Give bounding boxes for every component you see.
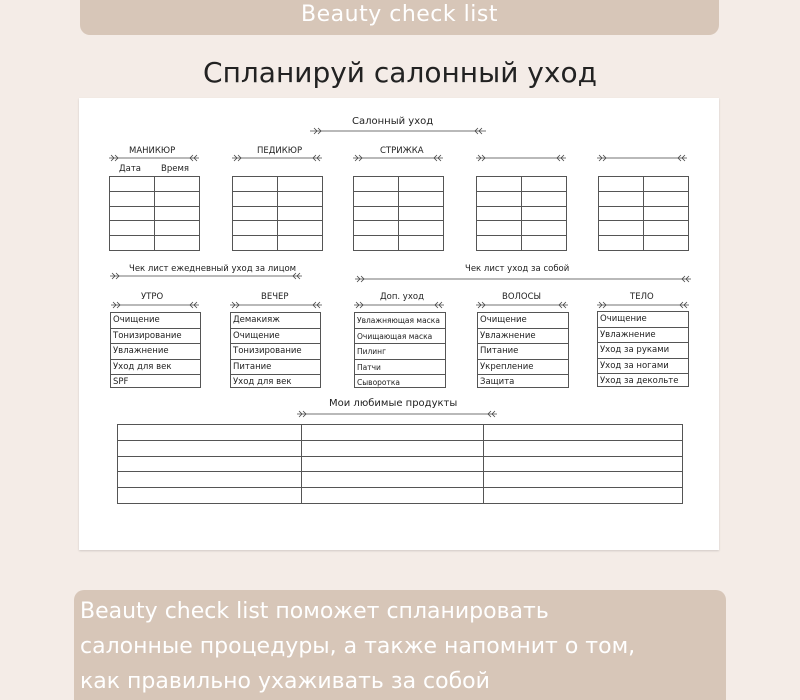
list-arrow [476, 301, 568, 309]
list-item[interactable]: Уход за руками [598, 343, 688, 359]
service-arrow [109, 154, 199, 162]
manicure-time-header: Время [161, 164, 189, 174]
list-item[interactable]: Тонизирование [231, 344, 320, 360]
service-arrow [597, 154, 687, 162]
service-arrow [353, 154, 443, 162]
morning-checklist [110, 312, 201, 388]
list-item[interactable]: Питание [231, 360, 320, 376]
list-arrow [597, 301, 689, 309]
blank-service-table [476, 176, 567, 251]
list-title-morning: УТРО [141, 292, 164, 302]
top-banner [80, 0, 719, 35]
caption-line-3: как правильно ухаживать за собой [80, 669, 490, 694]
checklist-sheet [79, 98, 719, 550]
list-item[interactable]: Очищающая маска [355, 329, 445, 345]
list-item[interactable]: Уход для век [233, 377, 292, 388]
face-care-arrow [110, 272, 302, 280]
haircut-table [353, 176, 444, 251]
body-checklist [597, 311, 689, 387]
hair-checklist [477, 312, 569, 388]
service-arrow [476, 154, 566, 162]
list-item[interactable]: Очищение [111, 313, 200, 329]
salon-care-title: Салонный уход [352, 116, 434, 127]
list-arrow [111, 301, 199, 309]
list-item[interactable]: Уход за декольте [600, 376, 679, 387]
caption-line-1: Beauty check list поможет спланировать [80, 599, 549, 624]
list-item[interactable]: Питание [478, 344, 568, 360]
list-item[interactable]: Демакияж [231, 313, 320, 329]
list-title-body: ТЕЛО [630, 292, 654, 302]
favorites-arrow [297, 410, 497, 418]
list-item[interactable]: Защита [480, 377, 515, 388]
service-title-pedicure: ПЕДИКЮР [257, 146, 303, 156]
manicure-date-header: Дата [119, 164, 142, 174]
list-item[interactable]: Уход для век [111, 360, 200, 376]
list-item[interactable]: Увлажнение [478, 329, 568, 345]
manicure-table [109, 176, 200, 251]
blank-service-table [598, 176, 689, 251]
favorites-table [117, 424, 683, 504]
list-item[interactable]: Тонизирование [111, 329, 200, 345]
list-item[interactable]: Увлажнение [598, 328, 688, 344]
pedicure-table [232, 176, 323, 251]
banner-title: Beauty check list [301, 2, 498, 27]
list-item[interactable]: SPF [113, 377, 129, 388]
list-item[interactable]: Очищение [598, 312, 688, 328]
list-item[interactable]: Очищение [478, 313, 568, 329]
list-arrow [354, 301, 444, 309]
list-title-hair: ВОЛОСЫ [502, 292, 542, 302]
list-arrow [230, 301, 322, 309]
list-item[interactable]: Пилинг [355, 344, 445, 360]
salon-divider-arrow [310, 127, 486, 135]
service-title-manicure: МАНИКЮР [129, 146, 176, 156]
page-headline: Спланируй салонный уход [203, 56, 597, 89]
list-item[interactable]: Увлажнение [111, 344, 200, 360]
list-item[interactable]: Очищение [231, 329, 320, 345]
list-item[interactable]: Патчи [355, 360, 445, 376]
list-title-extra-care: Доп. уход [380, 292, 424, 302]
caption-panel [74, 590, 726, 700]
evening-checklist [230, 312, 321, 388]
list-item[interactable]: Укрепление [478, 360, 568, 376]
list-item[interactable]: Увлажняющая маска [355, 313, 445, 329]
list-title-evening: ВЕЧЕР [261, 292, 289, 302]
self-care-title: Чек лист уход за собой [465, 264, 570, 274]
self-care-arrow [355, 275, 691, 283]
service-arrow [232, 154, 322, 162]
extra-care-checklist [354, 312, 446, 388]
list-item[interactable]: Уход за ногами [598, 359, 688, 375]
favorites-title: Мои любимые продукты [329, 398, 458, 409]
list-item[interactable]: Сыворотка [357, 378, 401, 388]
face-care-title: Чек лист ежедневный уход за лицом [129, 264, 297, 274]
service-title-haircut: СТРИЖКА [380, 146, 424, 156]
caption-line-2: салонные процедуры, а также напомнит о том, [80, 634, 636, 659]
